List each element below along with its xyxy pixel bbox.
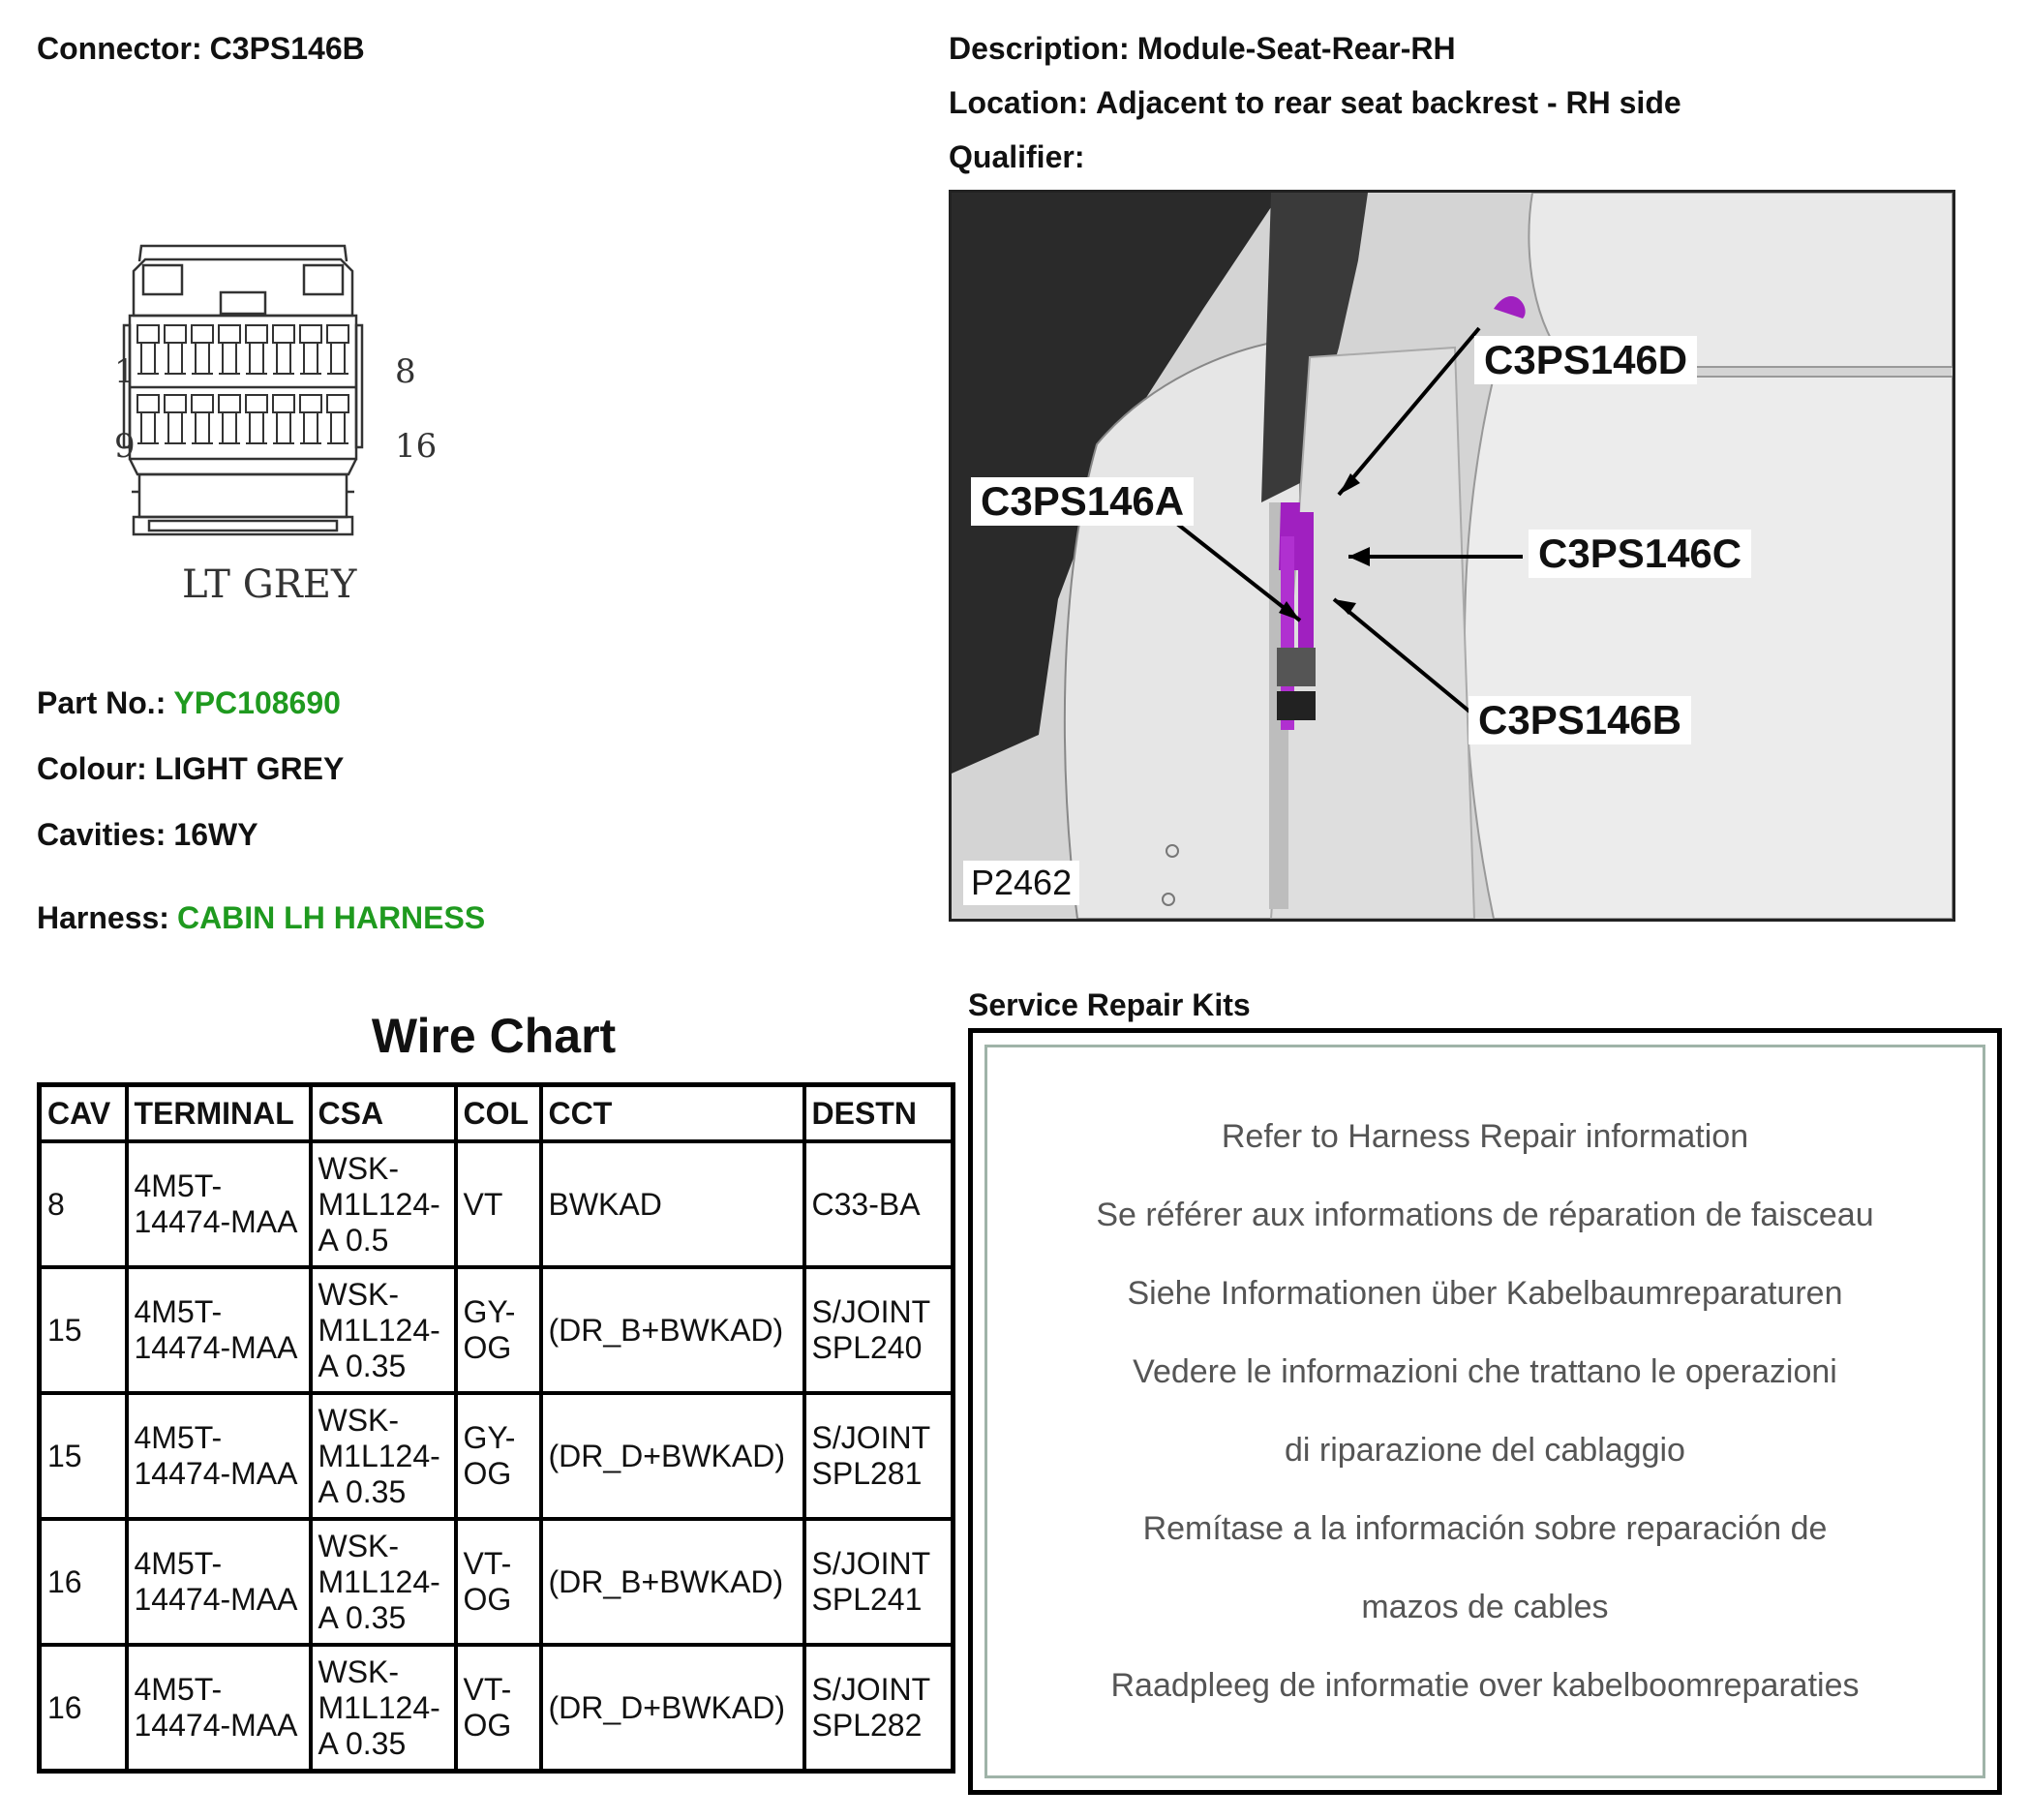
- cavity-10: [165, 395, 186, 412]
- table-row: [40, 1393, 954, 1519]
- cavity-latch: [300, 343, 321, 374]
- srk-line-fr: Se référer aux informations de réparation de faisceau: [1096, 1197, 1874, 1233]
- harness-label: Harness:: [37, 900, 169, 935]
- cavity-latch: [273, 343, 294, 374]
- cavity-latch: [165, 343, 186, 374]
- callout-c3ps146d: C3PS146D: [1474, 336, 1697, 384]
- colour: [37, 749, 344, 788]
- cavities-value: 16WY: [173, 817, 258, 852]
- cavity-latch: [192, 412, 213, 443]
- part-no-value[interactable]: YPC108690: [173, 685, 341, 720]
- cavity-latch: [165, 412, 186, 443]
- srk-line-en: Refer to Harness Repair information: [1221, 1118, 1749, 1155]
- cavity-1: [137, 325, 159, 343]
- cell-cav: 15: [40, 1393, 127, 1519]
- cavity-9: [137, 395, 159, 412]
- harness-value[interactable]: CABIN LH HARNESS: [176, 900, 486, 935]
- cavities-label: Cavities:: [37, 817, 167, 852]
- table-header-row: [40, 1085, 954, 1142]
- connector-value: C3PS146B: [209, 31, 365, 66]
- srk-line-it-1: Vedere le informazioni che trattano le operazioni: [1133, 1353, 1837, 1390]
- pin-label-8: 8: [395, 352, 416, 391]
- cell-terminal: 4M5T-14474-MAA: [127, 1141, 311, 1267]
- connector-label: Connector:: [37, 31, 202, 66]
- qualifier-line: [949, 137, 1084, 176]
- cell-cct: (DR_D+BWKAD): [541, 1645, 804, 1772]
- cavity-latch: [192, 343, 213, 374]
- cell-col: GY-OG: [456, 1393, 541, 1519]
- cavity-6: [273, 325, 294, 343]
- cavity-latch: [327, 412, 348, 443]
- location-illustration: [952, 193, 1953, 919]
- cell-col: VT-OG: [456, 1645, 541, 1772]
- col-header-csa: CSA: [311, 1085, 456, 1142]
- cavity-latch: [273, 412, 294, 443]
- cavity-latch: [137, 343, 159, 374]
- location-line: [949, 83, 1681, 122]
- cavity-latch: [219, 412, 240, 443]
- cavity-latch: [300, 412, 321, 443]
- cavities: [37, 815, 258, 854]
- table-row: [40, 1141, 954, 1267]
- cell-destn: S/JOINT SPL241: [804, 1519, 954, 1645]
- col-header-cav: CAV: [40, 1085, 127, 1142]
- qualifier-label: Qualifier:: [949, 139, 1085, 174]
- table-row: [40, 1645, 954, 1772]
- cavity-3: [192, 325, 213, 343]
- cavity-7: [300, 325, 321, 343]
- srk-line-nl: Raadpleeg de informatie over kabelboomreparaties: [1110, 1667, 1860, 1704]
- harness: [37, 898, 485, 937]
- cell-csa: WSK-M1L124-A 0.35: [311, 1267, 456, 1393]
- srk-line-de: Siehe Informationen über Kabelbaumreparaturen: [1127, 1275, 1843, 1312]
- cell-cct: (DR_B+BWKAD): [541, 1519, 804, 1645]
- col-header-col: COL: [456, 1085, 541, 1142]
- cell-csa: WSK-M1L124-A 0.35: [311, 1645, 456, 1772]
- cell-csa: WSK-M1L124-A 0.35: [311, 1519, 456, 1645]
- cell-col: VT: [456, 1141, 541, 1267]
- part-no-label: Part No.:: [37, 685, 167, 720]
- service-repair-kits-inner: [984, 1045, 1985, 1778]
- cavity-15: [300, 395, 321, 412]
- cell-cct: BWKAD: [541, 1141, 804, 1267]
- srk-line-es-1: Remítase a la información sobre reparación de: [1142, 1510, 1828, 1547]
- service-repair-kits-box: [968, 1028, 2002, 1795]
- srk-line-it-2: di riparazione del cablaggio: [1285, 1432, 1685, 1469]
- cell-cct: (DR_D+BWKAD): [541, 1393, 804, 1519]
- colour-value: LIGHT GREY: [154, 751, 345, 786]
- connector-face-svg: [87, 232, 494, 620]
- part-number: [37, 683, 341, 722]
- cell-destn: S/JOINT SPL281: [804, 1393, 954, 1519]
- pin-grid: [137, 325, 348, 443]
- srk-line-es-2: mazos de cables: [1361, 1589, 1609, 1625]
- pin-label-16: 16: [395, 427, 438, 466]
- connector-id: [37, 29, 365, 68]
- description-label: Description:: [949, 31, 1130, 66]
- cell-cav: 16: [40, 1645, 127, 1772]
- connector-colour-label: LT GREY: [182, 562, 357, 607]
- cell-destn: S/JOINT SPL240: [804, 1267, 954, 1393]
- col-header-destn: DESTN: [804, 1085, 954, 1142]
- description-line: [949, 29, 1456, 68]
- cell-csa: WSK-M1L124-A 0.35: [311, 1393, 456, 1519]
- cell-csa: WSK-M1L124-A 0.5: [311, 1141, 456, 1267]
- connector-location-image: [949, 190, 1955, 922]
- cavity-latch: [327, 343, 348, 374]
- cavity-latch: [246, 343, 267, 374]
- cell-cav: 15: [40, 1267, 127, 1393]
- cell-terminal: 4M5T-14474-MAA: [127, 1393, 311, 1519]
- cell-destn: C33-BA: [804, 1141, 954, 1267]
- col-header-terminal: TERMINAL: [127, 1085, 311, 1142]
- col-header-cct: CCT: [541, 1085, 804, 1142]
- cavity-14: [273, 395, 294, 412]
- cell-col: VT-OG: [456, 1519, 541, 1645]
- table-row: [40, 1519, 954, 1645]
- pin-label-9: 9: [114, 427, 136, 466]
- wire-chart-title: Wire Chart: [371, 1009, 617, 1063]
- cell-cct: (DR_B+BWKAD): [541, 1267, 804, 1393]
- cavity-latch: [246, 412, 267, 443]
- cavity-4: [219, 325, 240, 343]
- cell-cav: 16: [40, 1519, 127, 1645]
- wire-chart-table: [37, 1082, 955, 1774]
- cell-terminal: 4M5T-14474-MAA: [127, 1645, 311, 1772]
- description-value: Module-Seat-Rear-RH: [1136, 31, 1456, 66]
- cavity-12: [219, 395, 240, 412]
- cell-destn: S/JOINT SPL282: [804, 1645, 954, 1772]
- colour-label: Colour:: [37, 751, 147, 786]
- cell-cav: 8: [40, 1141, 127, 1267]
- location-value: Adjacent to rear seat backrest - RH side: [1095, 85, 1681, 120]
- cavity-11: [192, 395, 213, 412]
- callout-c3ps146a: C3PS146A: [971, 477, 1194, 526]
- figure-number: P2462: [963, 861, 1079, 905]
- location-label: Location:: [949, 85, 1088, 120]
- cell-terminal: 4M5T-14474-MAA: [127, 1267, 311, 1393]
- cell-col: GY-OG: [456, 1267, 541, 1393]
- cavity-13: [246, 395, 267, 412]
- callout-c3ps146b: C3PS146B: [1469, 696, 1691, 744]
- cavity-latch: [219, 343, 240, 374]
- cavity-2: [165, 325, 186, 343]
- pin-label-1: 1: [114, 352, 136, 391]
- cavity-8: [327, 325, 348, 343]
- cavity-16: [327, 395, 348, 412]
- callout-c3ps146c: C3PS146C: [1529, 530, 1751, 578]
- cavity-latch: [137, 412, 159, 443]
- cell-terminal: 4M5T-14474-MAA: [127, 1519, 311, 1645]
- table-row: [40, 1267, 954, 1393]
- connector-face-drawing: [87, 232, 494, 620]
- cavity-5: [246, 325, 267, 343]
- service-repair-kits-title: Service Repair Kits: [968, 987, 1251, 1022]
